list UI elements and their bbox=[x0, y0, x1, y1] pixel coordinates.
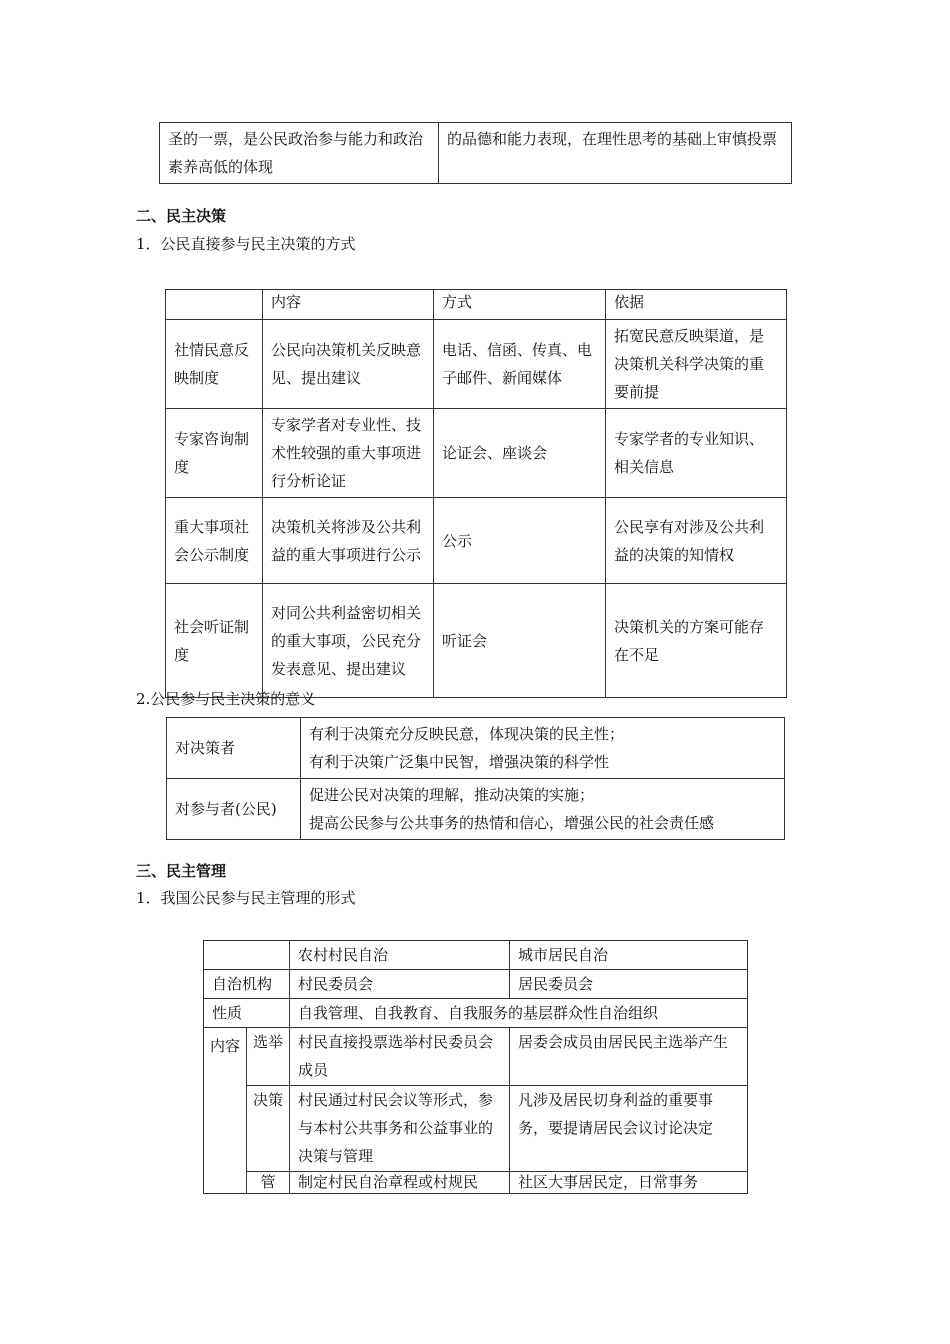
table-cell bbox=[301, 718, 785, 779]
table-cell: 电话、信函、传真、电子邮件、新闻媒体 bbox=[434, 320, 606, 409]
subheading-decision-methods: 1．公民直接参与民主决策的方式 bbox=[136, 235, 356, 253]
table-cell: 公民向决策机关反映意见、提出建议 bbox=[263, 320, 434, 409]
table-row bbox=[166, 498, 787, 584]
table-row bbox=[167, 779, 785, 840]
table-cell: 社区大事居民定，日常事务 bbox=[510, 1172, 748, 1194]
table-cell: 拓宽民意反映渠道，是决策机关科学决策的重要前提 bbox=[606, 320, 787, 409]
header-cell: 城市居民自治 bbox=[510, 941, 748, 970]
table-cell bbox=[301, 779, 785, 840]
table-header-row bbox=[166, 290, 787, 320]
cell-line: 促进公民对决策的理解，推动决策的实施； bbox=[309, 786, 595, 804]
table-cell: 听证会 bbox=[434, 584, 606, 698]
table-row bbox=[204, 1028, 748, 1086]
row-label: 自治机构 bbox=[204, 970, 290, 999]
table-row bbox=[204, 999, 748, 1028]
decision-methods-table bbox=[165, 289, 787, 698]
table-cell: 专家学者的专业知识、相关信息 bbox=[606, 409, 787, 498]
table-cell: 公示 bbox=[434, 498, 606, 584]
table-cell: 村民通过村民会议等形式，参与本村公共事务和公益事业的决策与管理 bbox=[290, 1086, 510, 1172]
table-cell: 社情民意反映制度 bbox=[166, 320, 263, 409]
cell-line: 有利于决策充分反映民意，体现决策的民主性； bbox=[309, 725, 625, 743]
sub-label: 决策 bbox=[247, 1086, 290, 1172]
header-cell bbox=[204, 941, 290, 970]
subheading-decision-significance: 2.公民参与民主决策的意义 bbox=[136, 690, 316, 708]
header-cell: 农村村民自治 bbox=[290, 941, 510, 970]
row-label-content: 内容 bbox=[204, 1028, 247, 1194]
table-cell: 专家咨询制度 bbox=[166, 409, 263, 498]
table-cell: 社会听证制度 bbox=[166, 584, 263, 698]
table-cell: 凡涉及居民切身利益的重要事务，要提请居民会议讨论决定 bbox=[510, 1086, 748, 1172]
table-cell: 公民享有对涉及公共利益的决策的知情权 bbox=[606, 498, 787, 584]
table-cell: 制定村民自治章程或村规民 bbox=[290, 1172, 510, 1194]
table-row bbox=[204, 1086, 748, 1172]
table-row bbox=[166, 584, 787, 698]
sub-label: 选举 bbox=[247, 1028, 290, 1086]
table-cell: 村民委员会 bbox=[290, 970, 510, 999]
decision-significance-table bbox=[166, 717, 785, 840]
table-cell: 专家学者对专业性、技术性较强的重大事项进行分析论证 bbox=[263, 409, 434, 498]
table-cell: 决策机关的方案可能存在不足 bbox=[606, 584, 787, 698]
subheading-management-forms: 1．我国公民参与民主管理的形式 bbox=[136, 889, 356, 907]
table-row bbox=[160, 123, 792, 184]
table-cell: 重大事项社会公示制度 bbox=[166, 498, 263, 584]
cell-line: 有利于决策广泛集中民智，增强决策的科学性 bbox=[309, 753, 610, 771]
table-header-row bbox=[204, 941, 748, 970]
table-cell: 对决策者 bbox=[167, 718, 301, 779]
table-cell: 决策机关将涉及公共利益的重大事项进行公示 bbox=[263, 498, 434, 584]
management-forms-table bbox=[203, 940, 748, 1194]
table-row bbox=[166, 320, 787, 409]
table-cell: 居委会成员由居民民主选举产生 bbox=[510, 1028, 748, 1086]
table-cell: 居民委员会 bbox=[510, 970, 748, 999]
table-row bbox=[204, 970, 748, 999]
table-cell: 圣的一票，是公民政治参与能力和政治素养高低的体现 bbox=[160, 123, 439, 184]
table-cell: 对同公共利益密切相关的重大事项，公民充分发表意见、提出建议 bbox=[263, 584, 434, 698]
header-cell: 方式 bbox=[434, 290, 606, 320]
header-cell: 依据 bbox=[606, 290, 787, 320]
table-cell: 自我管理、自我教育、自我服务的基层群众性自治组织 bbox=[290, 999, 748, 1028]
header-cell bbox=[166, 290, 263, 320]
cell-line: 提高公民参与公共事务的热情和信心，增强公民的社会责任感 bbox=[309, 814, 715, 832]
table-row bbox=[167, 718, 785, 779]
table-cell: 对参与者(公民) bbox=[167, 779, 301, 840]
table-row bbox=[204, 1172, 748, 1194]
row-label: 性质 bbox=[204, 999, 290, 1028]
top-continuation-table bbox=[159, 122, 792, 184]
table-cell: 村民直接投票选举村民委员会成员 bbox=[290, 1028, 510, 1086]
section-heading-democratic-decision: 二、民主决策 bbox=[136, 207, 227, 225]
header-cell: 内容 bbox=[263, 290, 434, 320]
sub-label: 管 bbox=[247, 1172, 290, 1194]
table-row bbox=[166, 409, 787, 498]
table-cell: 论证会、座谈会 bbox=[434, 409, 606, 498]
section-heading-democratic-management: 三、民主管理 bbox=[136, 862, 227, 880]
table-cell: 的品德和能力表现，在理性思考的基础上审慎投票 bbox=[439, 123, 792, 184]
